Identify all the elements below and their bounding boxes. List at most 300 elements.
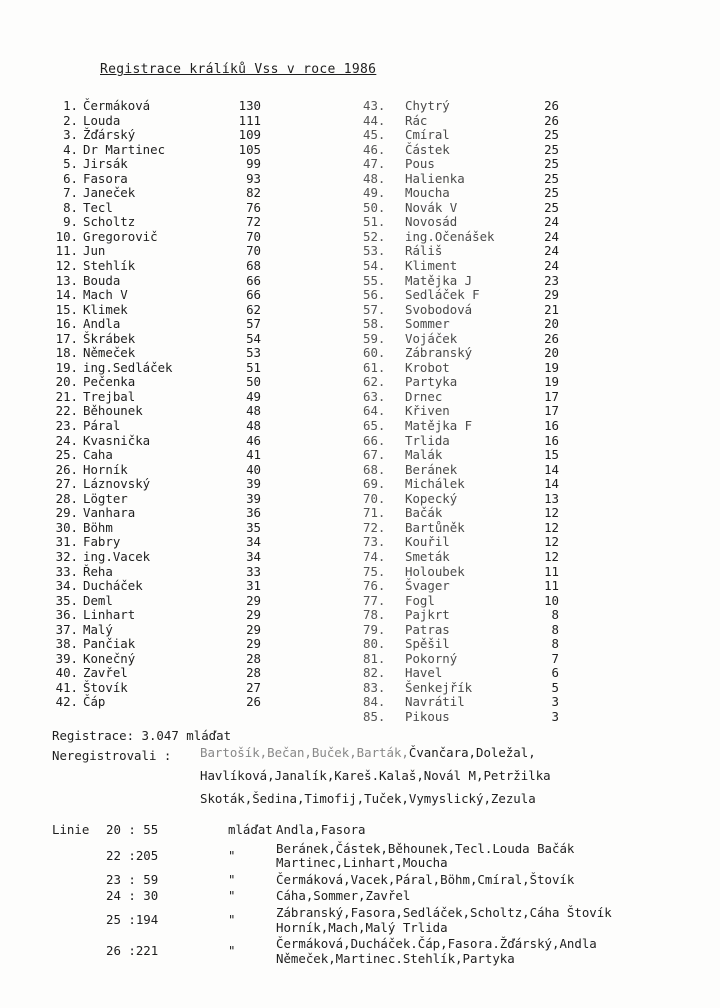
list-item-name: Jirsák [83,156,128,172]
list-item-name: Vojáček [405,330,458,346]
list-item [52,550,302,565]
list-item [363,375,573,390]
list-item-num: 34. [55,578,78,594]
list-item [363,506,573,521]
list-item-name: Matějka J [405,272,473,288]
list-item-count: 39 [246,490,261,506]
list-item-num: 72. [363,519,386,535]
list-item [363,492,573,507]
line-unit: " [228,888,236,904]
list-item-name: Běhounek [83,403,143,419]
list-item [363,666,573,681]
list-item-num: 10. [55,228,78,244]
list-item [363,652,573,667]
list-item [363,99,573,114]
line-members: Andla,Fasora [276,822,366,837]
list-item [363,201,573,216]
list-item-num: 36. [55,607,78,623]
list-item-num: 12. [55,258,78,274]
list-item-name: Ducháček [83,578,143,594]
list-item-count: 5 [551,679,559,695]
list-item-name: ing.Vacek [83,548,151,564]
line-unit: mláďat [228,822,273,837]
list-item-count: 13 [544,490,559,506]
list-item [52,404,302,419]
line-unit: " [228,943,236,959]
list-item-count: 29 [246,636,261,652]
list-item-count: 12 [544,505,559,521]
line-unit: " [228,912,236,928]
list-item [52,419,302,434]
list-item-num: 73. [363,534,386,550]
list-item-name: Čermáková [83,98,151,113]
list-item [52,172,302,187]
list-item-name: Havel [405,665,443,681]
list-item [363,274,573,289]
list-item-count: 50 [246,374,261,390]
list-item-name: Křiven [405,403,450,419]
list-item-count: 26 [544,330,559,346]
list-item-num: 51. [363,214,386,230]
list-item-count: 16 [544,418,559,434]
list-item-name: Štovík [83,679,128,695]
list-item-count: 12 [544,548,559,564]
list-item-count: 23 [544,272,559,288]
list-item-count: 8 [551,607,559,623]
list-item-name: Halienka [405,170,465,186]
list-item [363,550,573,565]
list-item-name: Pikous [405,708,450,724]
list-item-count: 26 [544,112,559,128]
list-item-count: 130 [238,98,261,113]
list-item [52,303,302,318]
list-item-count: 51 [246,359,261,375]
list-item-name: Řeha [83,563,113,579]
list-item [363,361,573,376]
line-unit: " [228,871,236,887]
list-item-num: 25. [55,447,78,463]
list-item-count: 109 [238,127,261,143]
list-item-name: Cmíral [405,127,450,143]
list-item-num: 85. [363,708,386,724]
list-item-count: 15 [544,447,559,463]
list-item-count: 7 [551,650,559,666]
list-item [363,463,573,478]
list-item-num: 47. [363,156,386,172]
line-members: Čermáková,Vacek,Páral,Böhm,Cmíral,Štovík [276,871,575,887]
list-item-count: 3 [551,708,559,724]
list-item-count: 25 [544,199,559,215]
list-item [363,114,573,129]
list-item-name: Deml [83,592,113,608]
list-item-name: Švager [405,578,450,594]
list-item [363,419,573,434]
list-item-count: 25 [544,185,559,201]
list-item-num: 83. [363,679,386,695]
list-item-count: 6 [551,665,559,681]
document-title: Registrace králíků Vss v roce 1986 [100,62,377,77]
list-item-num: 69. [363,476,386,492]
list-item-num: 79. [363,621,386,637]
list-item-count: 26 [544,98,559,113]
line-members: Martinec,Linhart,Moucha [276,855,448,871]
unregistered-faint-names: Bartošík,Bečan,Buček,Barták, [200,745,409,760]
list-item-num: 26. [55,461,78,477]
list-item-count: 17 [544,403,559,419]
list-item-name: Zavřel [83,665,128,681]
list-item [52,695,302,710]
list-item [363,521,573,536]
list-item-count: 26 [246,694,261,710]
list-item-num: 3. [63,127,78,143]
unregistered-line-1 [200,745,536,760]
list-item-num: 18. [55,345,78,361]
list-item [52,390,302,405]
list-item-count: 8 [551,636,559,652]
unregistered-label: Neregistrovali : [52,748,172,763]
list-item-count: 70 [246,228,261,244]
line-members: Beránek,Částek,Běhounek,Tecl.Louda Bačák [276,840,575,856]
list-item-name: Malý [83,621,113,637]
list-item-name: Beránek [405,461,458,477]
list-item-count: 72 [246,214,261,230]
list-item-num: 81. [363,650,386,666]
list-item-name: Kvasnička [83,432,151,448]
list-item-num: 9. [63,214,78,230]
list-item-name: Fabry [83,534,121,550]
list-item [52,361,302,376]
list-item-name: Pous [405,156,435,172]
list-item-count: 20 [544,316,559,332]
list-item-num: 49. [363,185,386,201]
list-item-count: 105 [238,141,261,157]
list-item-num: 1. [63,98,78,113]
list-item-name: Bartůněk [405,519,465,535]
list-item-num: 58. [363,316,386,332]
list-item [363,244,573,259]
list-item-name: Sedláček F [405,287,480,303]
list-item-name: Ráliš [405,243,443,259]
list-item-num: 24. [55,432,78,448]
list-item [363,215,573,230]
list-item [363,128,573,143]
list-item-num: 45. [363,127,386,143]
list-item-name: Janeček [83,185,136,201]
list-item [363,317,573,332]
list-item-count: 24 [544,214,559,230]
list-item-count: 3 [551,694,559,710]
list-item [52,535,302,550]
list-item [363,157,573,172]
list-item-name: Čáp [83,694,106,710]
list-item-count: 29 [246,621,261,637]
list-item [363,579,573,594]
list-item-name: Lögter [83,490,128,506]
list-item-count: 93 [246,170,261,186]
list-item-num: 60. [363,345,386,361]
list-item-num: 37. [55,621,78,637]
list-item-num: 68. [363,461,386,477]
list-item-num: 17. [55,330,78,346]
list-item [52,608,302,623]
list-item [363,172,573,187]
list-item-name: Láznovský [83,476,151,492]
list-item-count: 14 [544,461,559,477]
list-item-num: 19. [55,359,78,375]
list-item-count: 34 [246,534,261,550]
list-item-name: Kliment [405,258,458,274]
list-item-name: Dr Martinec [83,141,166,157]
list-item [52,346,302,361]
ranking-list-right [363,99,573,725]
list-item-count: 46 [246,432,261,448]
list-item [52,317,302,332]
list-item [363,710,573,725]
line-ratio: 24 : 30 [106,888,159,904]
list-item-name: Novák V [405,199,458,215]
list-item-count: 31 [246,578,261,594]
registration-total: Registrace: 3.047 mláďat [52,728,232,743]
list-item-name: Linhart [83,607,136,623]
list-item [363,448,573,463]
list-item-num: 14. [55,287,78,303]
list-item-count: 66 [246,272,261,288]
list-item [363,623,573,638]
list-item-name: Patras [405,621,450,637]
list-item-name: Krobot [405,359,450,375]
list-item-num: 66. [363,432,386,448]
line-ratio: 26 :221 [106,943,159,959]
list-item-count: 68 [246,258,261,274]
list-item [363,288,573,303]
list-item-name: ing.Sedláček [83,359,173,375]
list-item [52,521,302,536]
list-item-name: Louda [83,112,121,128]
list-item-name: Částek [405,141,450,157]
list-item-name: Gregorovič [83,228,158,244]
list-item-name: Pečenka [83,374,136,390]
list-item-num: 43. [363,98,386,113]
list-item-name: Böhm [83,519,113,535]
list-item [363,259,573,274]
line-ratio: 23 : 59 [106,871,159,887]
list-item-count: 54 [246,330,261,346]
list-item [52,332,302,347]
list-item-name: Jun [83,243,106,259]
list-item-name: Žďárský [83,127,136,143]
list-item-name: Bouda [83,272,121,288]
list-item [52,623,302,638]
list-item-name: Holoubek [405,563,465,579]
list-item-count: 53 [246,345,261,361]
list-item [363,637,573,652]
list-item-count: 29 [246,592,261,608]
list-item-name: Navrátil [405,694,465,710]
unregistered-line-3: Skoták,Šedina,Timofij,Tuček,Vymyslický,Zezula [200,791,536,806]
line-members: Horník,Mach,Malý Trlida [276,919,448,935]
list-item-num: 71. [363,505,386,521]
list-item-num: 82. [363,665,386,681]
list-item [363,608,573,623]
list-item-name: Malák [405,447,443,463]
list-item [52,244,302,259]
ranking-list-left [52,99,302,710]
list-item-name: Zábranský [405,345,473,361]
list-item-count: 25 [544,170,559,186]
list-item-num: 2. [63,112,78,128]
list-item [52,492,302,507]
list-item-num: 61. [363,359,386,375]
list-item-num: 74. [363,548,386,564]
list-item-count: 8 [551,621,559,637]
list-item-num: 62. [363,374,386,390]
list-item-num: 50. [363,199,386,215]
list-item-count: 16 [544,432,559,448]
list-item-num: 33. [55,563,78,579]
list-item-num: 4. [63,141,78,157]
list-item-count: 11 [544,563,559,579]
list-item-count: 48 [246,418,261,434]
list-item-count: 99 [246,156,261,172]
list-item-num: 27. [55,476,78,492]
list-item-name: Kopecký [405,490,458,506]
list-item [363,594,573,609]
list-item [52,477,302,492]
list-item-num: 80. [363,636,386,652]
list-item-count: 24 [544,243,559,259]
list-item [52,579,302,594]
list-item [363,695,573,710]
line-members: Čermáková,Ducháček.Čáp,Fasora.Žďárský,Andla [276,936,597,952]
list-item-num: 7. [63,185,78,201]
list-item-num: 11. [55,243,78,259]
list-item [52,186,302,201]
list-item-num: 15. [55,301,78,317]
list-item-name: Rác [405,112,428,128]
list-item-num: 76. [363,578,386,594]
list-item [52,652,302,667]
list-item-name: Novosád [405,214,458,230]
list-item-name: Chytrý [405,98,450,113]
list-item-num: 35. [55,592,78,608]
list-item-count: 36 [246,505,261,521]
list-item-num: 41. [55,679,78,695]
list-item-num: 20. [55,374,78,390]
list-item [52,375,302,390]
list-item-num: 29. [55,505,78,521]
list-item-name: Fasora [83,170,128,186]
list-item-count: 39 [246,476,261,492]
list-item-count: 11 [544,578,559,594]
list-item-count: 27 [246,679,261,695]
list-item [363,230,573,245]
list-item-name: Vanhara [83,505,136,521]
list-item [52,259,302,274]
list-item [52,506,302,521]
list-item-name: Svobodová [405,301,473,317]
list-item-count: 29 [544,287,559,303]
list-item [52,230,302,245]
list-item-name: Andla [83,316,121,332]
list-item-name: Stehlík [83,258,136,274]
list-item [363,565,573,580]
list-item-count: 28 [246,650,261,666]
list-item-count: 24 [544,228,559,244]
list-item-count: 34 [246,548,261,564]
list-item-num: 63. [363,388,386,404]
list-item-count: 10 [544,592,559,608]
list-item-count: 19 [544,374,559,390]
list-item [363,186,573,201]
list-item [52,463,302,478]
list-item-name: Šenkejřík [405,679,473,695]
list-item [52,157,302,172]
list-item-num: 84. [363,694,386,710]
list-item-name: Pajkrt [405,607,450,623]
list-item-num: 46. [363,141,386,157]
list-item-num: 39. [55,650,78,666]
list-item-num: 30. [55,519,78,535]
list-item-name: Konečný [83,650,136,666]
list-item-count: 40 [246,461,261,477]
list-item [52,274,302,289]
list-item-num: 54. [363,258,386,274]
list-item-count: 82 [246,185,261,201]
list-item-count: 62 [246,301,261,317]
list-item-name: Škrábek [83,330,136,346]
list-item-name: Matějka F [405,418,473,434]
list-item-num: 75. [363,563,386,579]
list-item-num: 31. [55,534,78,550]
list-item [52,594,302,609]
line-members: Zábranský,Fasora,Sedláček,Scholtz,Cáha Štovík [276,904,612,920]
list-item-name: Fogl [405,592,435,608]
list-item-num: 16. [55,316,78,332]
list-item [52,434,302,449]
list-item [363,303,573,318]
list-item-num: 48. [363,170,386,186]
list-item-name: Scholtz [83,214,136,230]
list-item-count: 28 [246,665,261,681]
list-item-num: 57. [363,301,386,317]
list-item-count: 35 [246,519,261,535]
list-item-name: Trlida [405,432,450,448]
list-item-name: ing.Očenášek [405,228,495,244]
list-item-num: 32. [55,548,78,564]
list-item [363,332,573,347]
list-item-name: Moucha [405,185,450,201]
list-item-num: 42. [55,694,78,710]
list-item-num: 65. [363,418,386,434]
list-item-num: 55. [363,272,386,288]
line-ratio: 20 : 55 [106,822,159,837]
list-item-count: 20 [544,345,559,361]
list-item-num: 5. [63,156,78,172]
list-item-name: Horník [83,461,128,477]
list-item-name: Mach V [83,287,128,303]
list-item-name: Caha [83,447,113,463]
list-item-name: Klimek [83,301,128,317]
list-item-count: 25 [544,127,559,143]
list-item-num: 64. [363,403,386,419]
list-item-count: 33 [246,563,261,579]
list-item [52,215,302,230]
list-item-name: Bačák [405,505,443,521]
list-item-count: 41 [246,447,261,463]
list-item-name: Smeták [405,548,450,564]
list-item [363,346,573,361]
list-item-count: 14 [544,476,559,492]
